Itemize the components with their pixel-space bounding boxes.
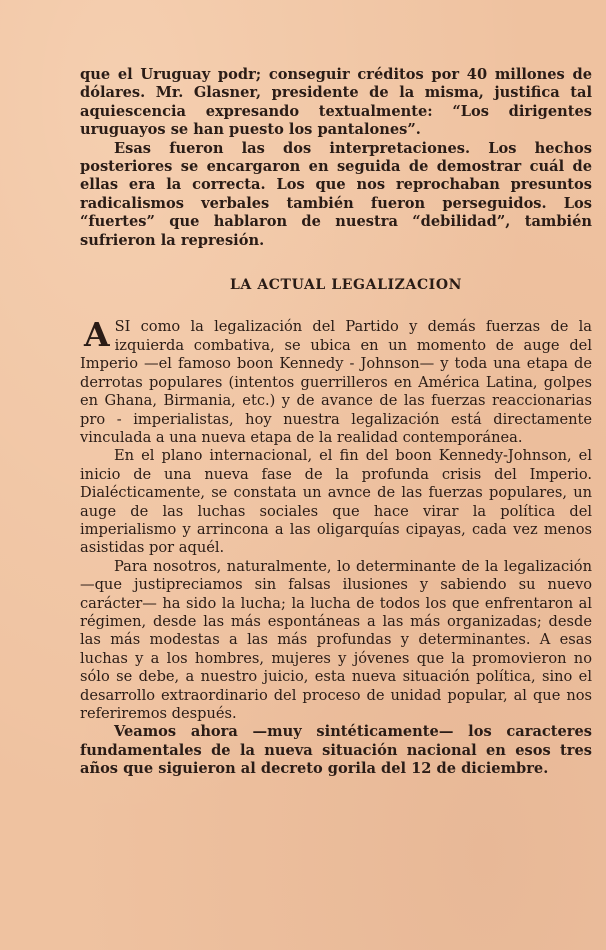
text-column <box>80 66 592 779</box>
paragraph-continuation: que el Uruguay podr; conseguir créditos por 40 millones de dólares. Mr. Glasner, presidente de la misma, justifica tal aquiescencia expresando textualmente: “Los dirigentes uruguayos se han puesto los pantalones”. <box>80 66 592 139</box>
section-heading: LA ACTUAL LEGALIZACION <box>229 277 463 294</box>
paragraph-dropcap-text: SI como la legalización del Partido y demás fuerzas de la izquierda combativa, se ubica en un momento de auge del Imperio —el famoso boon Kennedy - Johnson— y toda una etapa de derrotas populares (intentos guerrilleros en América Latina, golpes en Ghana, Birmania, etc.) y de avance de las fuerzas reaccionarias pro - imperialistas, hoy nuestra legalización está directamente vinculada a una nueva etapa de la realidad contemporánea. <box>80 318 592 446</box>
drop-cap-letter: A <box>84 315 110 355</box>
paragraph-dropcap <box>80 315 592 447</box>
paragraph-interpretations: Esas fueron las dos interpretaciones. Los hechos posteriores se encargaron en seguida de demostrar cuál de ellas era la correcta. Los que nos reprochaban presuntos radicalismos verbales también fueron perseguidos. Los “fuertes” que hablaron de nuestra “debilidad”, también sufrieron la represión. <box>80 139 592 249</box>
paragraph-international: En el plano internacional, el fin del boon Kennedy-Johnson, el inicio de una nueva fase de la profunda crisis del Imperio. Dialécticamente, se constata un avnce de las fuerzas populares, un auge de las luchas sociales que hace virar la política del imperialismo y arrincona a las oligarquías cipayas, cada vez menos asistidas por aquél. <box>80 447 592 557</box>
paragraph-conclusion: Veamos ahora —muy sintéticamente— los caracteres fundamentales de la nueva situación nacional en esos tres años que siguieron al decreto gorila del 12 de diciembre. <box>80 723 592 778</box>
paragraph-legalization: Para nosotros, naturalmente, lo determinante de la legalización —que justipreciamos sin falsas ilusiones y sabiendo su nuevo carácter— ha sido la lucha; la lucha de todos los que enfrentaron al régimen, desde las más espontáneas a las más organizadas; desde las más modestas a las más profundas y determinantes. A esas luchas y a los hombres, mujeres y jóvenes que la promovieron no sólo se debe, a nuestro juicio, esta nueva situación política, sino el desarrollo extraordinario del proceso de unidad popular, al que nos referiremos después. <box>80 557 592 722</box>
